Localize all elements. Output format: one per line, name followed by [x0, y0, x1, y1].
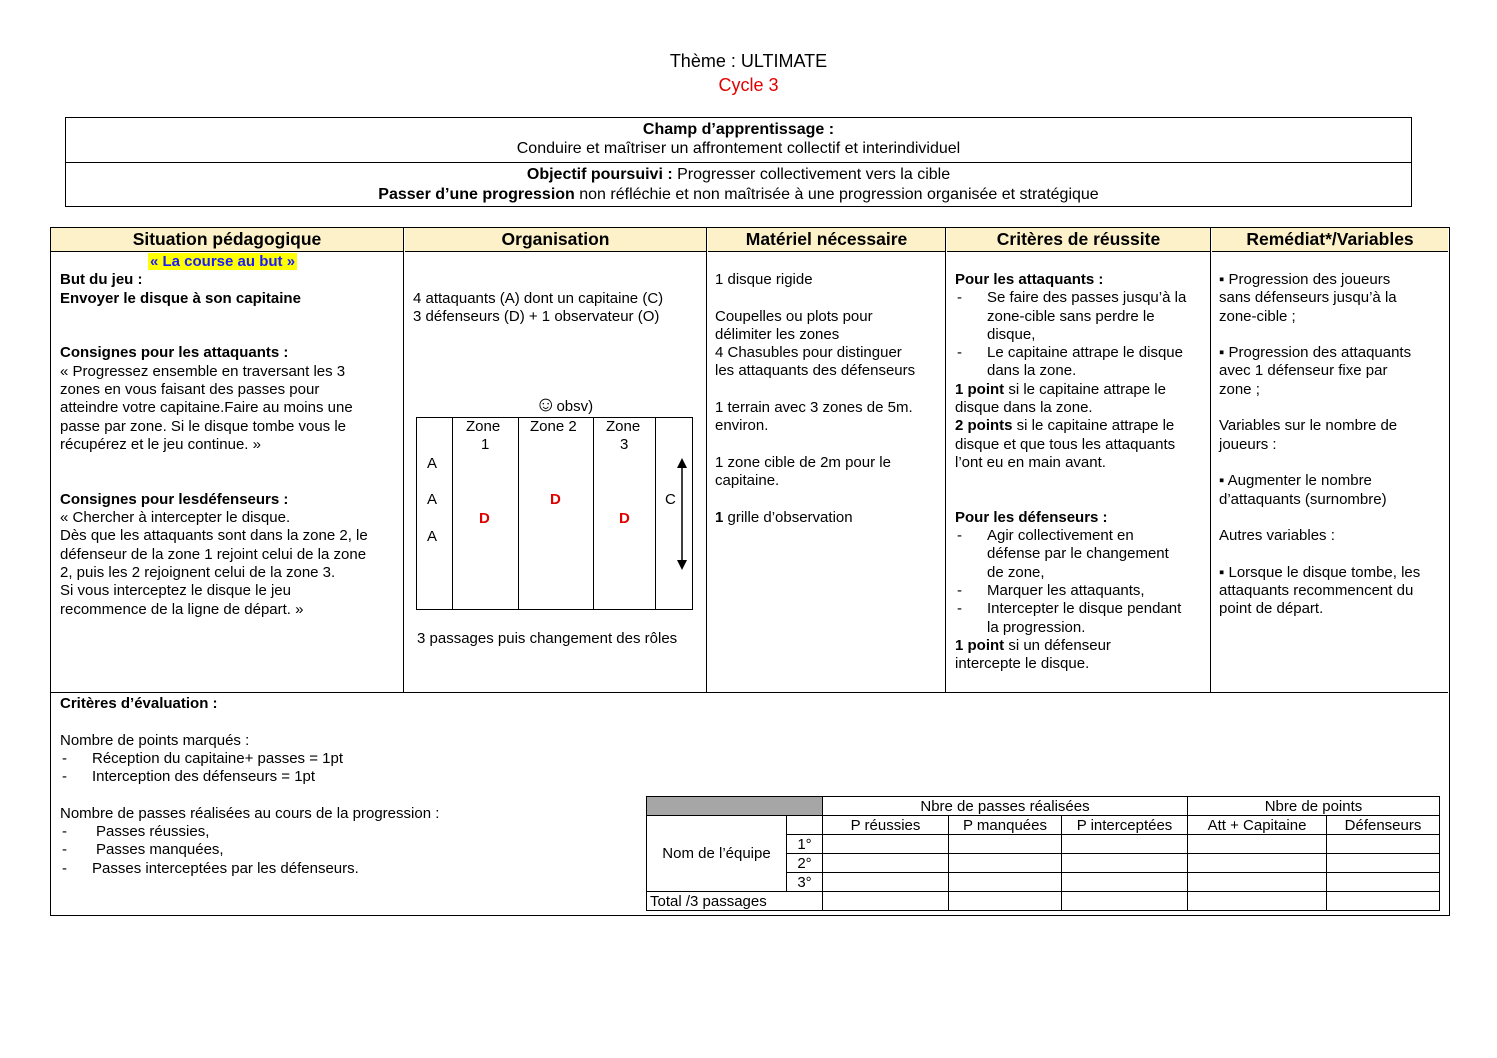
column-divider — [706, 228, 707, 693]
remediat-line: joueurs : — [1219, 435, 1277, 453]
champ-row — [66, 118, 1411, 163]
att-line: zones en vous faisant des passes pour — [60, 381, 320, 399]
criteres-line: dans la zone. — [987, 362, 1077, 380]
criteres-line: si le capitaine attrape le — [1004, 380, 1166, 398]
grid-cell[interactable] — [1062, 892, 1188, 911]
remediat-line: attaquants recommencent du — [1219, 582, 1414, 600]
column-divider — [1210, 228, 1211, 693]
att-consigne-label: Consignes pour les attaquants : — [60, 344, 289, 362]
remediat-line: zone ; — [1219, 380, 1260, 398]
remediat-line: ▪ Augmenter le nombre — [1219, 472, 1372, 490]
grid-cell[interactable] — [1327, 835, 1440, 854]
attacker-marker: A — [427, 491, 438, 508]
zone-line — [518, 418, 519, 609]
zone1-num: 1 — [481, 436, 490, 453]
grid-row-label: 1° — [787, 835, 823, 854]
att-line: récupérez et le jeu continue. » — [60, 435, 261, 453]
passes-label: Nombre de passes réalisées au cours de la progression : — [60, 804, 440, 822]
remediat-cell — [1219, 271, 1445, 619]
criteres-line: disque dans la zone. — [955, 399, 1093, 417]
def-line: défenseur de la zone 1 rejoint celui de la zone — [60, 545, 367, 563]
criteres-line: - Agir collectivement en — [955, 527, 1209, 545]
materiel-line: 1 zone cible de 2m pour le — [715, 453, 891, 471]
criteres-line: - Le capitaine attrape le disque — [955, 344, 1209, 362]
criteres-line: zone-cible sans perdre le — [987, 307, 1155, 325]
zone1-word: Zone — [466, 418, 501, 435]
attacker-marker: A — [427, 455, 438, 472]
materiel-line: 4 Chasubles pour distinguer — [715, 344, 902, 362]
defender-marker: D — [479, 510, 490, 527]
header-remediat: Remédiat*/Variables — [1212, 228, 1448, 252]
grid-cell[interactable] — [823, 892, 949, 911]
criteres-line: - Intercepter le disque pendant — [955, 600, 1209, 618]
grid-group-passes: Nbre de passes réalisées — [823, 797, 1188, 816]
passes-item: - Passes manquées, — [60, 841, 439, 859]
grid-row-label: 2° — [787, 854, 823, 873]
criteres-def-label: Pour les défenseurs : — [955, 508, 1108, 526]
defender-marker: D — [550, 491, 561, 508]
org-line: 3 défenseurs (D) + 1 observateur (O) — [413, 308, 660, 326]
column-divider — [403, 228, 404, 693]
remediat-line: avec 1 défenseur fixe par — [1219, 362, 1388, 380]
grid-cell[interactable] — [1188, 892, 1327, 911]
grid-empty — [787, 816, 823, 835]
grid-cell[interactable] — [1062, 835, 1188, 854]
grid-row-label: 3° — [787, 873, 823, 892]
criteres-line: l’ont eu en main avant. — [955, 453, 1106, 471]
grid-cell[interactable] — [1327, 854, 1440, 873]
grid-cell[interactable] — [949, 835, 1062, 854]
criteres-line: - Se faire des passes jusqu’à la — [955, 289, 1209, 307]
zone2-label: Zone 2 — [530, 418, 577, 435]
header-situation: Situation pédagogique — [51, 228, 403, 252]
criteres-points-bold: 1 point — [955, 636, 1005, 654]
grid-cell[interactable] — [1188, 835, 1327, 854]
situation-cell — [60, 253, 400, 619]
criteres-line: si un défenseur — [1004, 636, 1111, 654]
criteres-line: disque et que tous les attaquants — [955, 435, 1176, 453]
zone3-num: 3 — [620, 436, 629, 453]
remediat-line: zone-cible ; — [1219, 307, 1296, 325]
criteres-att-label: Pour les attaquants : — [955, 271, 1104, 288]
main-table — [50, 227, 1450, 916]
header-organisation: Organisation — [405, 228, 706, 252]
smiley-icon: ☺ — [535, 393, 557, 416]
passes-item: - Passes interceptées par les défenseurs. — [60, 860, 439, 878]
remediat-line: d’attaquants (surnombre) — [1219, 490, 1387, 508]
champ-box — [65, 117, 1412, 207]
att-line: « Progressez ensemble en traversant les 3 — [60, 362, 346, 380]
but-text: Envoyer le disque à son capitaine — [60, 289, 301, 307]
header-materiel: Matériel nécessaire — [708, 228, 945, 252]
row-divider — [51, 692, 1448, 693]
grid-total-label: Total /3 passages — [647, 892, 823, 911]
grid-cell[interactable] — [1188, 854, 1327, 873]
def-line: recommence de la ligne de départ. » — [60, 600, 304, 618]
grid-cell[interactable] — [823, 873, 949, 892]
criteres-line: si le capitaine attrape le — [1012, 417, 1175, 435]
materiel-line: Coupelles ou plots pour — [715, 307, 873, 325]
criteres-points-bold: 1 point — [955, 380, 1005, 398]
att-line: passe par zone. Si le disque tombe vous le — [60, 417, 347, 435]
grid-header-att: Att + Capitaine — [1188, 816, 1327, 835]
remediat-line: Autres variables : — [1219, 527, 1335, 545]
remediat-line: ▪ Progression des joueurs — [1219, 271, 1391, 288]
points-item: - Réception du capitaine+ passes = 1pt — [60, 750, 439, 768]
grid-cell[interactable] — [1327, 873, 1440, 892]
def-consigne-label: Consignes pour lesdéfenseurs : — [60, 490, 289, 508]
remediat-line: ▪ Progression des attaquants — [1219, 344, 1412, 362]
criteres-line: défense par le changement — [987, 545, 1169, 563]
points-item: - Interception des défenseurs = 1pt — [60, 768, 439, 786]
grid-cell[interactable] — [949, 892, 1062, 911]
materiel-bold: 1 — [715, 508, 724, 526]
criteres-line: disque, — [987, 325, 1036, 343]
def-line: 2, puis les 2 rejoignent celui de la zone 3. — [60, 564, 336, 582]
grid-cell[interactable] — [1188, 873, 1327, 892]
materiel-cell — [715, 271, 943, 527]
criteres-line: la progression. — [987, 618, 1086, 636]
grid-cell[interactable] — [949, 854, 1062, 873]
situation-title: « La course au but » — [150, 253, 296, 270]
grid-cell[interactable] — [823, 835, 949, 854]
materiel-line: 1 disque rigide — [715, 271, 813, 288]
passes-item: - Passes réussies, — [60, 823, 439, 841]
criteres-line: intercepte le disque. — [955, 655, 1090, 673]
double-arrow-icon — [675, 458, 689, 570]
grid-equipe-label: Nom de l’équipe — [647, 816, 787, 892]
grid-cell[interactable] — [1327, 892, 1440, 911]
grid-cell[interactable] — [1062, 854, 1188, 873]
grid-header-interceptees: P interceptées — [1062, 816, 1188, 835]
criteres-points-bold: 2 points — [955, 417, 1013, 435]
criteres-cell — [955, 271, 1209, 674]
def-line: Dès que les attaquants sont dans la zone 2, le — [60, 527, 368, 545]
observation-grid — [646, 796, 1440, 911]
field-diagram — [416, 417, 693, 610]
materiel-line: environ. — [715, 417, 769, 435]
remediat-line: point de départ. — [1219, 600, 1324, 618]
observer-label: ☺obsv) — [535, 393, 594, 416]
org-line: 4 attaquants (A) dont un capitaine (C) — [413, 290, 664, 307]
evaluation-label: Critères d’évaluation : — [60, 695, 218, 712]
column-divider — [945, 228, 946, 693]
att-line: atteindre votre capitaine.Faire au moins une — [60, 399, 353, 417]
materiel-line: les attaquants des défenseurs — [715, 362, 916, 380]
points-label: Nombre de points marqués : — [60, 731, 250, 749]
zone-line — [655, 418, 656, 609]
champ-label: Champ d’apprentissage : — [642, 121, 835, 138]
def-line: « Chercher à intercepter le disque. — [60, 509, 291, 527]
captain-marker: C — [665, 491, 676, 508]
grid-header-def: Défenseurs — [1327, 816, 1440, 835]
objectif-label: Objectif poursuivi : — [526, 166, 673, 183]
defender-marker: D — [619, 510, 630, 527]
criteres-line: - Marquer les attaquants, — [955, 582, 1209, 600]
grid-cell[interactable] — [823, 854, 949, 873]
evaluation-section — [60, 695, 439, 878]
remediat-line: Variables sur le nombre de — [1219, 417, 1398, 435]
criteres-line: de zone, — [987, 563, 1045, 581]
document-theme: Thème : ULTIMATE — [669, 51, 828, 71]
champ-text: Conduire et maîtriser un affrontement collectif et interindividuel — [516, 140, 961, 157]
zone-line — [452, 418, 453, 609]
attacker-marker: A — [427, 528, 438, 545]
materiel-line: capitaine. — [715, 472, 780, 490]
passer-bold: Passer d’une progression — [378, 186, 575, 203]
zone-line — [593, 418, 594, 609]
header-criteres: Critères de réussite — [947, 228, 1210, 252]
materiel-line: délimiter les zones — [715, 325, 840, 343]
materiel-line: 1 terrain avec 3 zones de 5m. — [715, 399, 913, 417]
organisation-cell — [413, 290, 703, 327]
document-cycle: Cycle 3 — [718, 75, 779, 95]
remediat-line: ▪ Lorsque le disque tombe, les — [1219, 563, 1421, 581]
def-line: Si vous interceptez le disque le jeu — [60, 582, 291, 600]
zone3-word: Zone — [606, 418, 641, 435]
but-label: But du jeu : — [60, 271, 143, 289]
objectif-text: Progresser collectivement vers la cible — [672, 166, 951, 183]
passer-rest: non réfléchie et non maîtrisée à une progression organisée et stratégique — [574, 186, 1099, 203]
remediat-line: sans défenseurs jusqu’à la — [1219, 289, 1397, 307]
grid-cell[interactable] — [949, 873, 1062, 892]
grid-header-manquees: P manquées — [949, 816, 1062, 835]
materiel-line: grille d’observation — [723, 508, 853, 526]
grid-header-reussies: P réussies — [823, 816, 949, 835]
grid-group-points: Nbre de points — [1188, 797, 1440, 816]
grid-cell[interactable] — [1062, 873, 1188, 892]
org-footer: 3 passages puis changement des rôles — [417, 630, 678, 647]
objectif-row — [66, 163, 1411, 205]
grid-corner — [647, 797, 823, 816]
